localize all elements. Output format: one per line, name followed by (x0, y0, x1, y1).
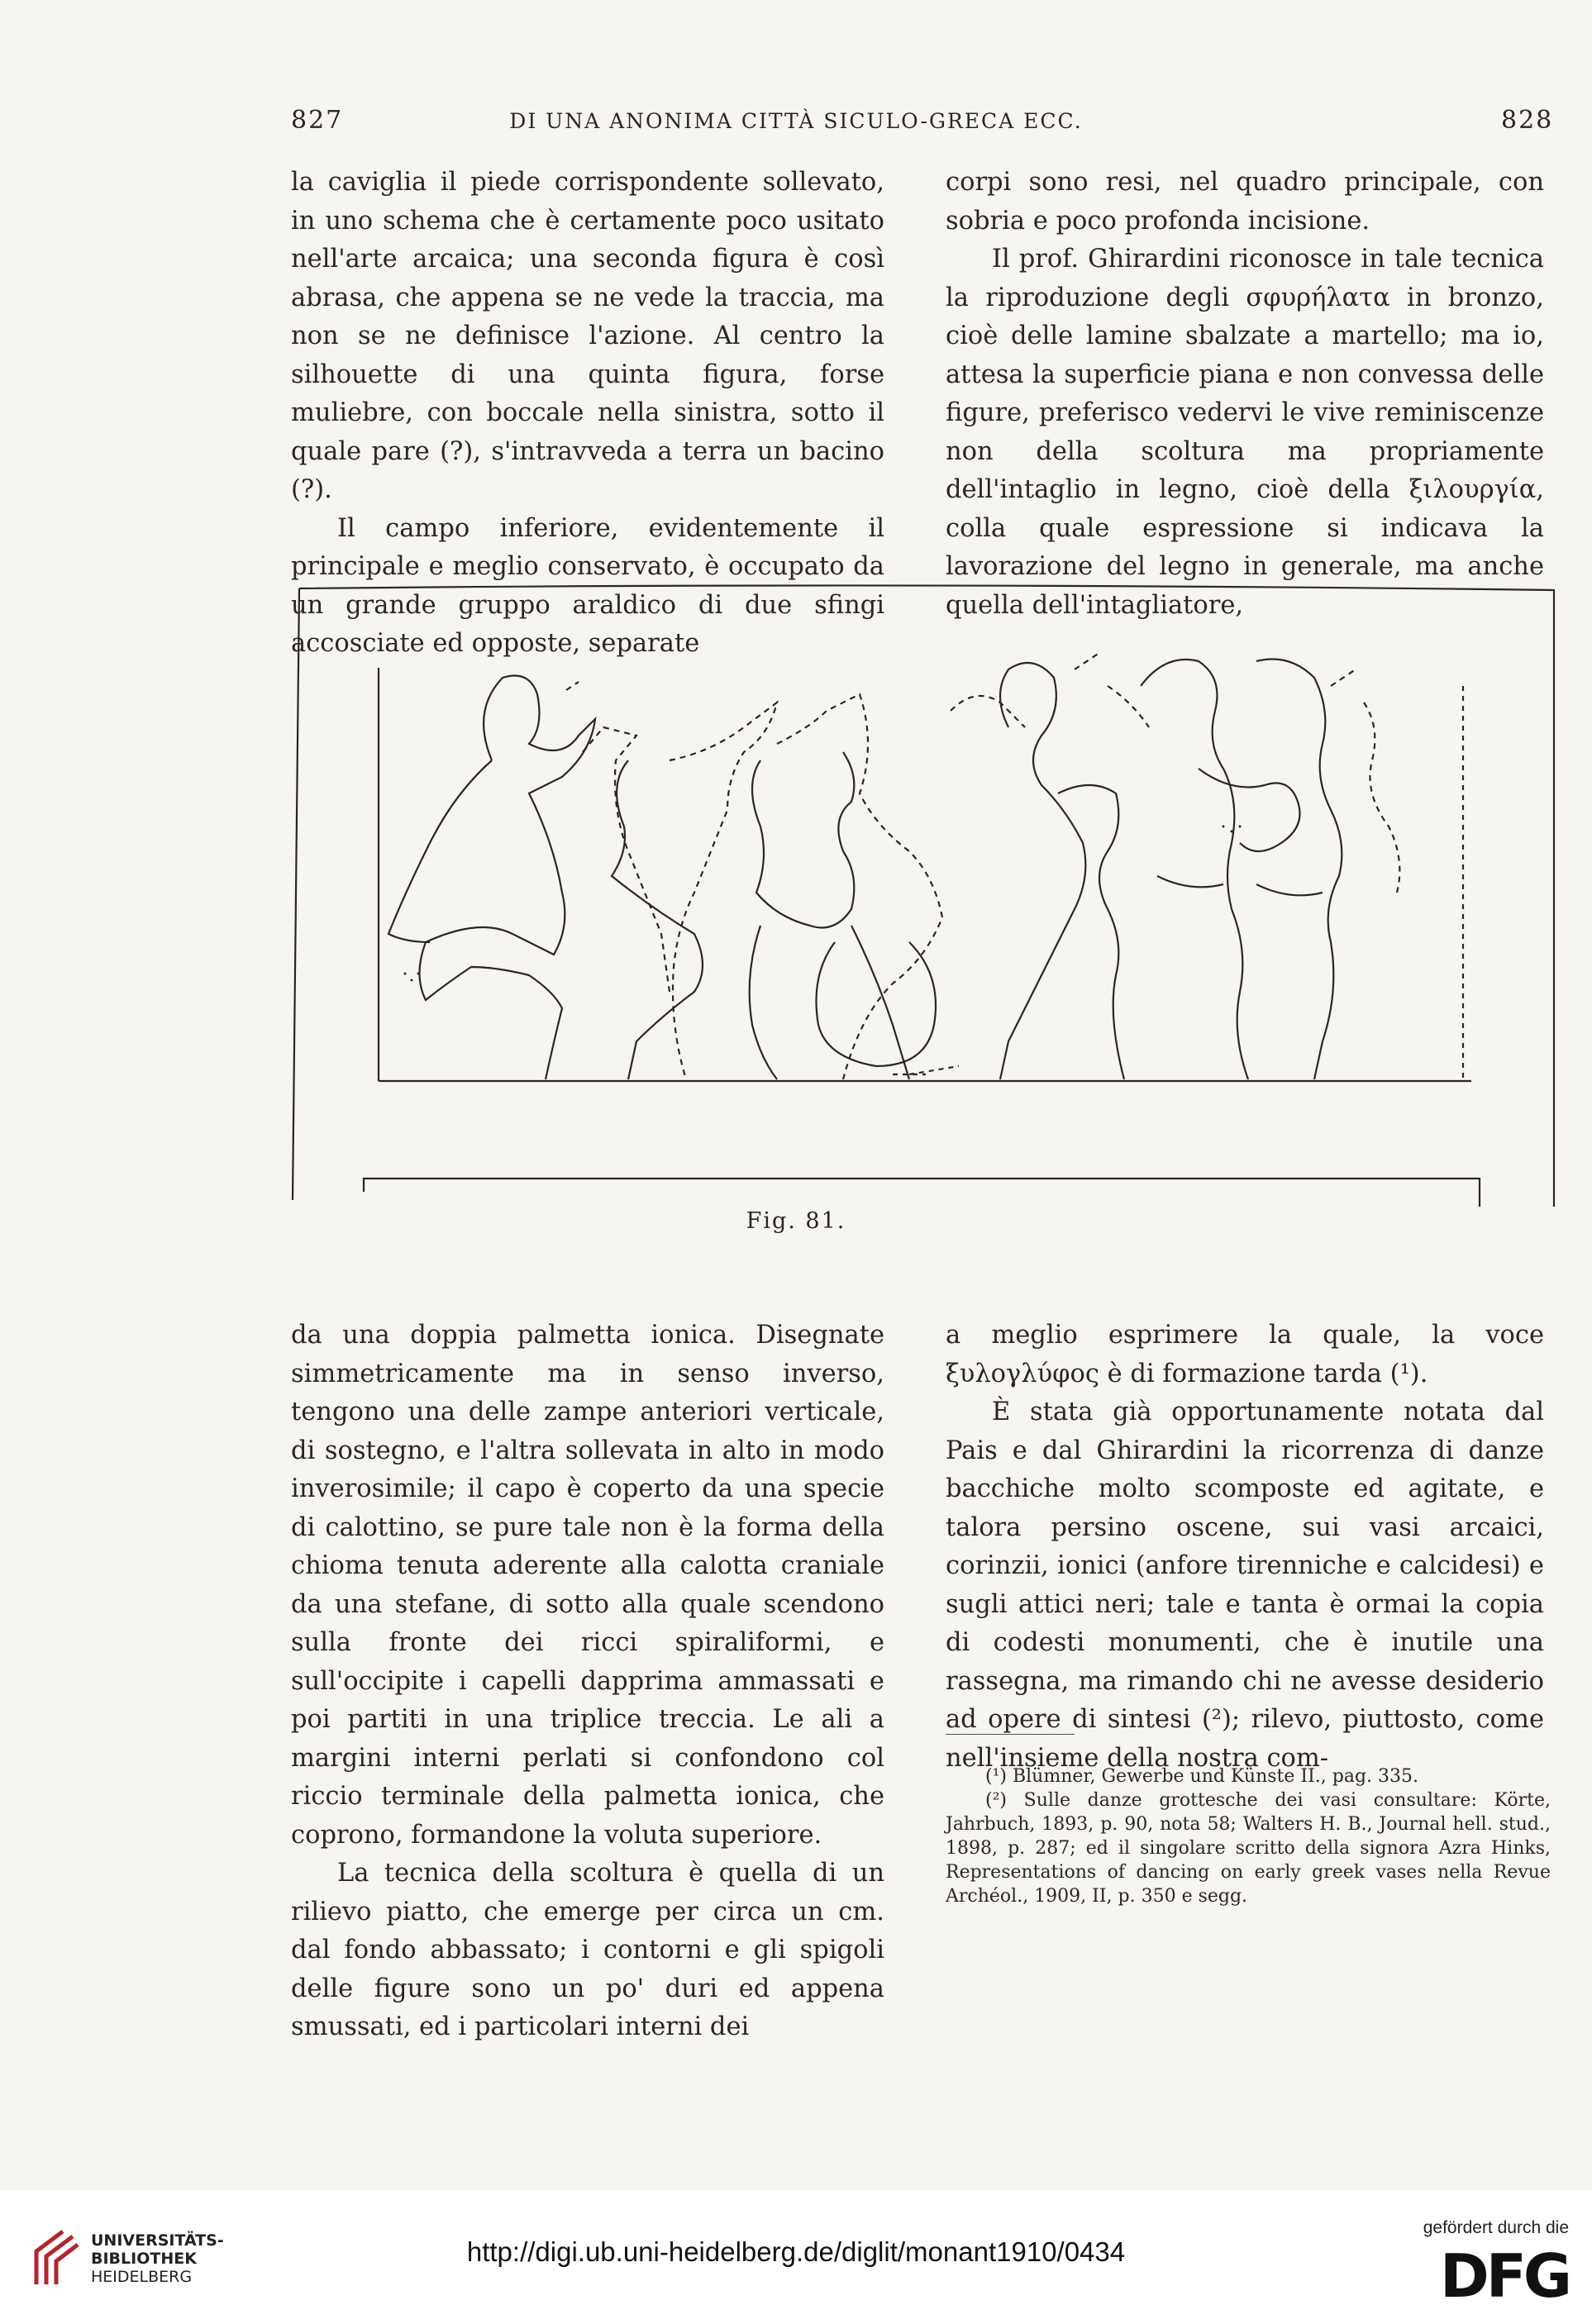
library-line: UNIVERSITÄTS- (91, 2231, 224, 2250)
paragraph: la caviglia il piede corrispondente sollevato, in uno schema che è certamente poco usitato nell'arte arcaica; una seconda figura è così abrasa, che appena se ne vede la traccia, ma non se ne definisce l'azione. Al centro la silhouette di una quinta figura, forse muliebre, con boccale nella sinistra, sotto il quale pare (?), s'intravveda a terra un bacino (?). (291, 168, 884, 504)
dancer-figure-1 (420, 676, 596, 1080)
footnotes (946, 1764, 1551, 1908)
page-number-left: 827 (291, 106, 344, 135)
text-column-bottom-left (291, 1317, 884, 2047)
relief-figure-drawing (281, 579, 1562, 1207)
library-line: BIBLIOTHEK (91, 2250, 197, 2268)
frame-outline (299, 585, 1554, 1207)
dancer-figure-3 (752, 752, 854, 928)
funding-note: gefördert durch die (1423, 2218, 1569, 2237)
page-number-right: 828 (1501, 106, 1554, 135)
running-title: DI UNA ANONIMA CITTÀ SICULO-GRECA ECC. (509, 109, 1083, 133)
footnote-separator (946, 1734, 1075, 1735)
text-column-bottom-right (946, 1317, 1544, 1778)
paragraph: a meglio esprimere la quale, la voce ξυλογλύφος è di formazione tarda (¹). (946, 1321, 1544, 1388)
paragraph: È stata già opportunamente notata dal Pais e dal Ghirardini la ricorrenza di danze bacchiche molto scomposte ed agitate, e talora persino oscene, sui vasi arcaici, corinzii, ionici (anfore tirenniche e calcidesi) e sugli attici neri; tale e tanta è ormai la copia di codesti monumenti, che è inutile una rassegna, ma rimando chi ne avesse desiderio ad opere di sintesi (²); rilevo, piuttosto, come nell'insieme della nostra com- (946, 1398, 1544, 1773)
paragraph: Il campo inferiore, evidentemente il principale e meglio conservato, è occupato da un grande gruppo araldico di due sfingi accosciate ed opposte, separate (291, 513, 884, 658)
paragraph: Il prof. Ghirardini riconosce in tale tecnica la riproduzione degli σφυρήλατα in bronzo, cioè delle lamine sbalzate a martello; ma io, attesa la superficie piana e non convessa delle figure, preferisco vedervi le vive reminiscenze non della scoltura ma propriamente dell'intaglio in legno, cioè della ξιλουργία, colla quale espressione si indicava la lavorazione del legno in generale, ma anche quella dell'intagliatore, (946, 245, 1544, 620)
dancer-figure-2 (612, 760, 703, 1079)
paragraph: da una doppia palmetta ionica. Disegnate simmetricamente ma in senso inverso, tengono una delle zampe anteriori verticale, di sostegno, e l'altra sollevata in alto in modo inverosimile; il capo è coperto da una specie di calottino, se pure tale non è la forma della chioma tenuta aderente alla calotta craniale da una stefane, di sotto alla quale scendono sulla fronte dei ricci spiraliformi, e sull'occipite i capelli dapprima ammassati e poi partiti in una triplice treccia. Le ali a margini interni perlati si confondono col riccio terminale della palmetta ionica, che coprono, formandone la voluta superiore. (291, 1321, 884, 1850)
footnote-1: (¹) Blümner, Gewerbe und Künste II., pag. 335. (985, 1766, 1419, 1787)
paragraph: La tecnica della scoltura è quella di un rilievo piatto, che emerge per circa un cm. dal fondo abbassato; i contorni e gli spigoli delle figure sono un po' duri ed appena smussati, ed i particolari interni dei (291, 1859, 884, 2041)
inner-frame (364, 1179, 1480, 1207)
dancer-figure-5 (1141, 660, 1248, 1079)
library-line: HEIDELBERG (91, 2268, 193, 2286)
permalink-url[interactable]: http://digi.ub.uni-heidelberg.de/diglit/monant1910/0434 (466, 2236, 1126, 2267)
paragraph: corpi sono resi, nel quadro principale, con sobria e poco profonda incisione. (946, 168, 1544, 236)
dfg-logo: DFG (1439, 2241, 1569, 2311)
text-column-top-right (946, 164, 1544, 625)
dancer-figure-4 (1000, 663, 1085, 1079)
figure-caption: Fig. 81. (746, 1208, 846, 1234)
footnote-2: (²) Sulle danze grottesche dei vasi consultare: Körte, Jahrbuch, 1893, p. 90, nota 58; Walters H. B., Journal hell. stud., 1898, p. 287; ed il singolare scritto della signora Azra Hinks, Representations of dancing on early greek vases nella Revue Archéol., 1909, II, p. 350 e segg. (946, 1790, 1551, 1907)
